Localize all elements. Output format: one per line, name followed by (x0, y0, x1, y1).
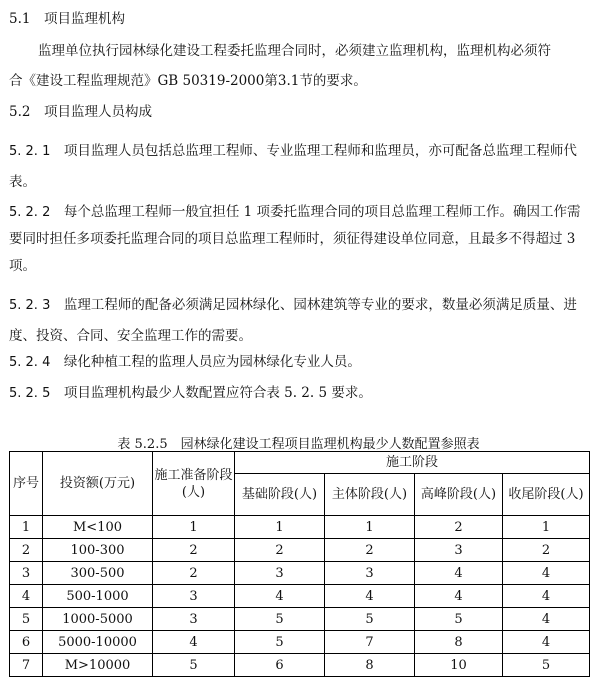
table-cell-final: 2 (503, 539, 590, 562)
table-row (10, 516, 590, 539)
paragraph-5-2-4 (9, 353, 589, 372)
paragraph-5-2-3 (9, 290, 589, 352)
clause-number: 5. 2. 3 (9, 298, 51, 313)
header-prep-stage: 施工准备阶段(人) (153, 452, 235, 516)
header-foundation-stage: 基础阶段(人) (235, 474, 325, 516)
table-cell-main: 1 (325, 516, 415, 539)
table-cell-seq: 7 (10, 654, 43, 677)
section-5-2-heading: 5.2 项目监理人员构成 (9, 104, 152, 120)
table-cell-found: 1 (235, 516, 325, 539)
table-cell-seq: 6 (10, 631, 43, 654)
table-cell-seq: 3 (10, 562, 43, 585)
table-cell-peak: 2 (415, 516, 503, 539)
section-5-1-heading: 5.1 项目监理机构 (9, 11, 125, 27)
table-cell-seq: 1 (10, 516, 43, 539)
table-cell-inv: M>10000 (43, 654, 153, 677)
table-caption: 表 5.2.5 园林绿化建设工程项目监理机构最少人数配置参照表 (117, 437, 480, 452)
table-cell-seq: 5 (10, 608, 43, 631)
table-cell-found: 2 (235, 539, 325, 562)
table-cell-peak: 8 (415, 631, 503, 654)
table-cell-prep: 5 (153, 654, 235, 677)
table-cell-prep: 3 (153, 585, 235, 608)
table-cell-seq: 2 (10, 539, 43, 562)
table-cell-final: 4 (503, 562, 590, 585)
table-cell-inv: 1000-5000 (43, 608, 153, 631)
header-row-1 (10, 452, 590, 474)
table-cell-found: 6 (235, 654, 325, 677)
section-5-1-body-line2: 合《建设工程监理规范》GB 50319-2000第3.1节的要求。 (9, 73, 367, 89)
header-peak-stage: 高峰阶段(人) (415, 474, 503, 516)
paragraph-5-2-5 (9, 384, 589, 403)
table-cell-main: 7 (325, 631, 415, 654)
table-cell-peak: 3 (415, 539, 503, 562)
table-cell-main: 2 (325, 539, 415, 562)
header-construction-stage: 施工阶段 (235, 452, 590, 474)
staffing-table (9, 451, 590, 677)
table-cell-inv: M<100 (43, 516, 153, 539)
table-cell-prep: 3 (153, 608, 235, 631)
table-row (10, 631, 590, 654)
clause-text: 项目监理人员包括总监理工程师、专业监理工程师和监理员，亦可配备总监理工程师代表。 (9, 143, 577, 190)
clause-text: 每个总监理工程师一般宜担任 1 项委托监理合同的项目总监理工程师工作。确因工作需要同时担任多项委托监理合同的项目总监理工程师时，须征得建设单位同意，且最多不得超过 3 项。 (9, 204, 581, 274)
header-final-stage: 收尾阶段(人) (503, 474, 590, 516)
table-cell-main: 3 (325, 562, 415, 585)
table-cell-peak: 10 (415, 654, 503, 677)
table-cell-final: 4 (503, 608, 590, 631)
table-cell-found: 4 (235, 585, 325, 608)
clause-number: 5. 2. 4 (9, 355, 51, 370)
table-cell-final: 1 (503, 516, 590, 539)
table-cell-found: 5 (235, 608, 325, 631)
table-row (10, 585, 590, 608)
table-cell-peak: 5 (415, 608, 503, 631)
table-cell-seq: 4 (10, 585, 43, 608)
table-row (10, 539, 590, 562)
header-main-stage: 主体阶段(人) (325, 474, 415, 516)
table-row (10, 562, 590, 585)
header-investment: 投资额(万元) (43, 452, 153, 516)
table-cell-inv: 300-500 (43, 562, 153, 585)
table-cell-found: 5 (235, 631, 325, 654)
table-cell-prep: 2 (153, 539, 235, 562)
table-cell-inv: 500-1000 (43, 585, 153, 608)
table-cell-peak: 4 (415, 585, 503, 608)
section-5-1-body-line1: 监理单位执行园林绿化建设工程委托监理合同时，必须建立监理机构，监理机构必须符 (38, 43, 551, 59)
paragraph-5-2-2 (9, 199, 589, 280)
clause-text: 绿化种植工程的监理人员应为园林绿化专业人员。 (63, 354, 361, 370)
table-cell-final: 4 (503, 585, 590, 608)
clause-text: 监理工程师的配备必须满足园林绿化、园林建筑等专业的要求，数量必须满足质量、进度、投资、合同、安全监理工作的需要。 (9, 297, 577, 344)
clause-number: 5. 2. 2 (9, 205, 51, 220)
clause-number: 5. 2. 5 (9, 386, 51, 401)
header-seq: 序号 (10, 452, 43, 516)
clause-text: 项目监理机构最少人数配置应符合表 5. 2. 5 要求。 (63, 385, 372, 401)
table-cell-peak: 4 (415, 562, 503, 585)
table-cell-prep: 4 (153, 631, 235, 654)
table-row (10, 608, 590, 631)
table-cell-final: 5 (503, 654, 590, 677)
table-cell-found: 3 (235, 562, 325, 585)
table-cell-final: 4 (503, 631, 590, 654)
table-cell-main: 5 (325, 608, 415, 631)
table-cell-inv: 5000-10000 (43, 631, 153, 654)
table-cell-inv: 100-300 (43, 539, 153, 562)
clause-number: 5. 2. 1 (9, 144, 51, 159)
table-cell-main: 8 (325, 654, 415, 677)
table-cell-prep: 1 (153, 516, 235, 539)
table-cell-main: 4 (325, 585, 415, 608)
paragraph-5-2-1 (9, 136, 589, 198)
table-cell-prep: 2 (153, 562, 235, 585)
table-row (10, 654, 590, 677)
